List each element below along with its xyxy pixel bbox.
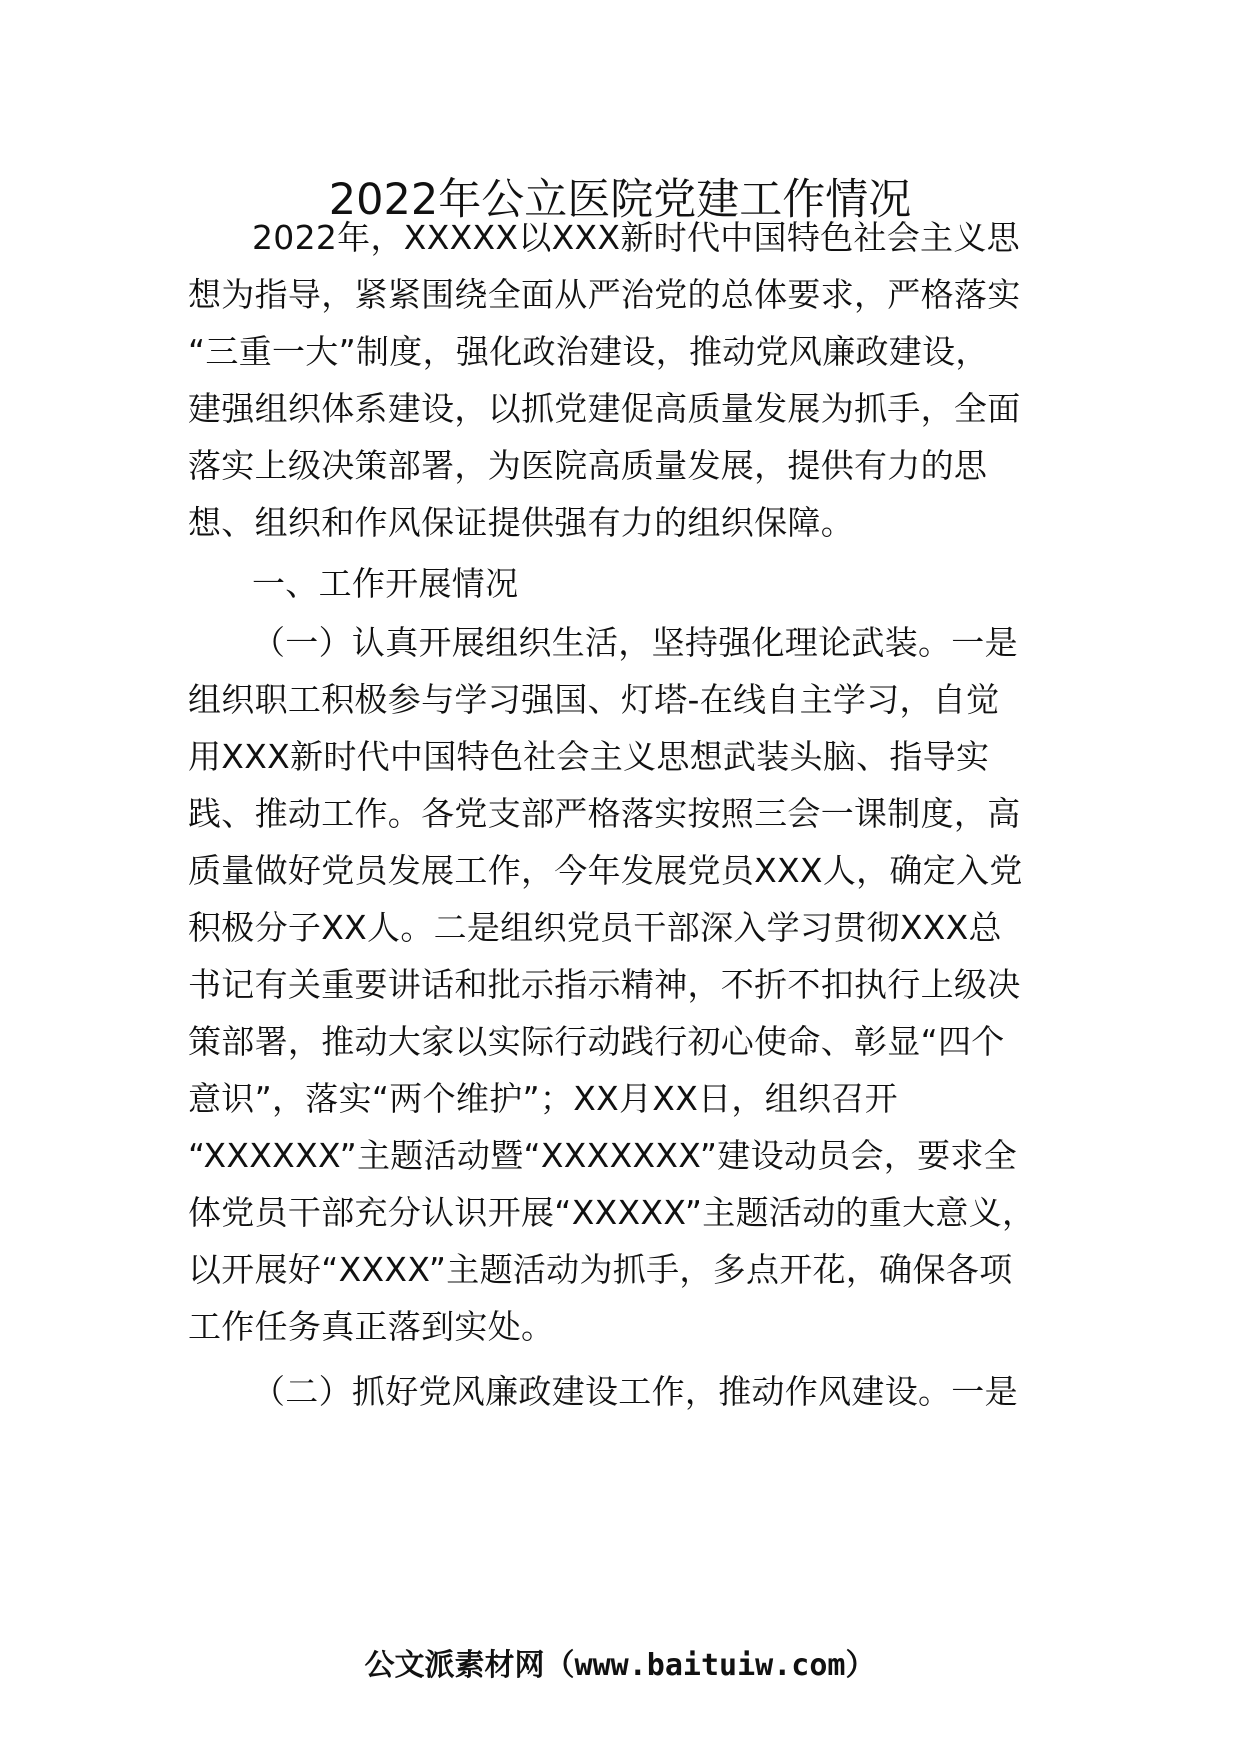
paragraph-line: （二）抓好党风廉政建设工作，推动作风建设。一是 (252, 1372, 1018, 1411)
paragraph-line: 策部署，推动大家以实际行动践行初心使命、彰显“四个 (188, 1022, 1005, 1061)
document-title: 2022年公立医院党建工作情况 (328, 175, 912, 225)
footer-watermark (0, 1646, 1240, 1686)
paragraph-line: 质量做好党员发展工作，今年发展党员XXX人，确定入党 (188, 851, 1023, 890)
paragraph-line: 用XXX新时代中国特色社会主义思想武装头脑、指导实 (188, 737, 990, 776)
paragraph-line: 以开展好“XXXX”主题活动为抓手，多点开花，确保各项 (188, 1250, 1013, 1289)
footer-url: （www.baituiw.com） (544, 1648, 876, 1683)
paragraph-line: 积极分子XX人。二是组织党员干部深入学习贯彻XXX总 (188, 908, 1002, 947)
section-heading: 一、工作开展情况 (252, 564, 519, 603)
paragraph-line: 践、推动工作。各党支部严格落实按照三会一课制度，高 (188, 794, 1021, 833)
paragraph-line: 落实上级决策部署，为医院高质量发展，提供有力的思 (188, 446, 988, 485)
paragraph-line: 意识”，落实“两个维护”；XX月XX日，组织召开 (188, 1079, 898, 1118)
paragraph-line: 组织职工积极参与学习强国、灯塔-在线自主学习，自觉 (188, 680, 1000, 719)
paragraph-line: 建强组织体系建设，以抓党建促高质量发展为抓手，全面 (188, 389, 1021, 428)
paragraph-line: 工作任务真正落到实处。 (188, 1307, 555, 1346)
paragraph-line: 体党员干部充分认识开展“XXXXX”主题活动的重大意义， (188, 1193, 1036, 1232)
paragraph-line: 想为指导，紧紧围绕全面从严治党的总体要求，严格落实 (188, 275, 1021, 314)
paragraph-line: （一）认真开展组织生活，坚持强化理论武装。一是 (252, 623, 1018, 662)
paragraph-line: 想、组织和作风保证提供强有力的组织保障。 (188, 503, 854, 542)
paragraph-line: 2022年，XXXXX以XXX新时代中国特色社会主义思 (252, 218, 1020, 257)
paragraph-line: 书记有关重要讲话和批示指示精神，不折不扣执行上级决 (188, 965, 1021, 1004)
paragraph-line: “XXXXXX”主题活动暨“XXXXXXX”建设动员会，要求全 (188, 1136, 1017, 1175)
footer-site-name: 公文派素材网 (364, 1648, 545, 1683)
paragraph-line: “三重一大”制度，强化政治建设，推动党风廉政建设， (188, 332, 989, 371)
